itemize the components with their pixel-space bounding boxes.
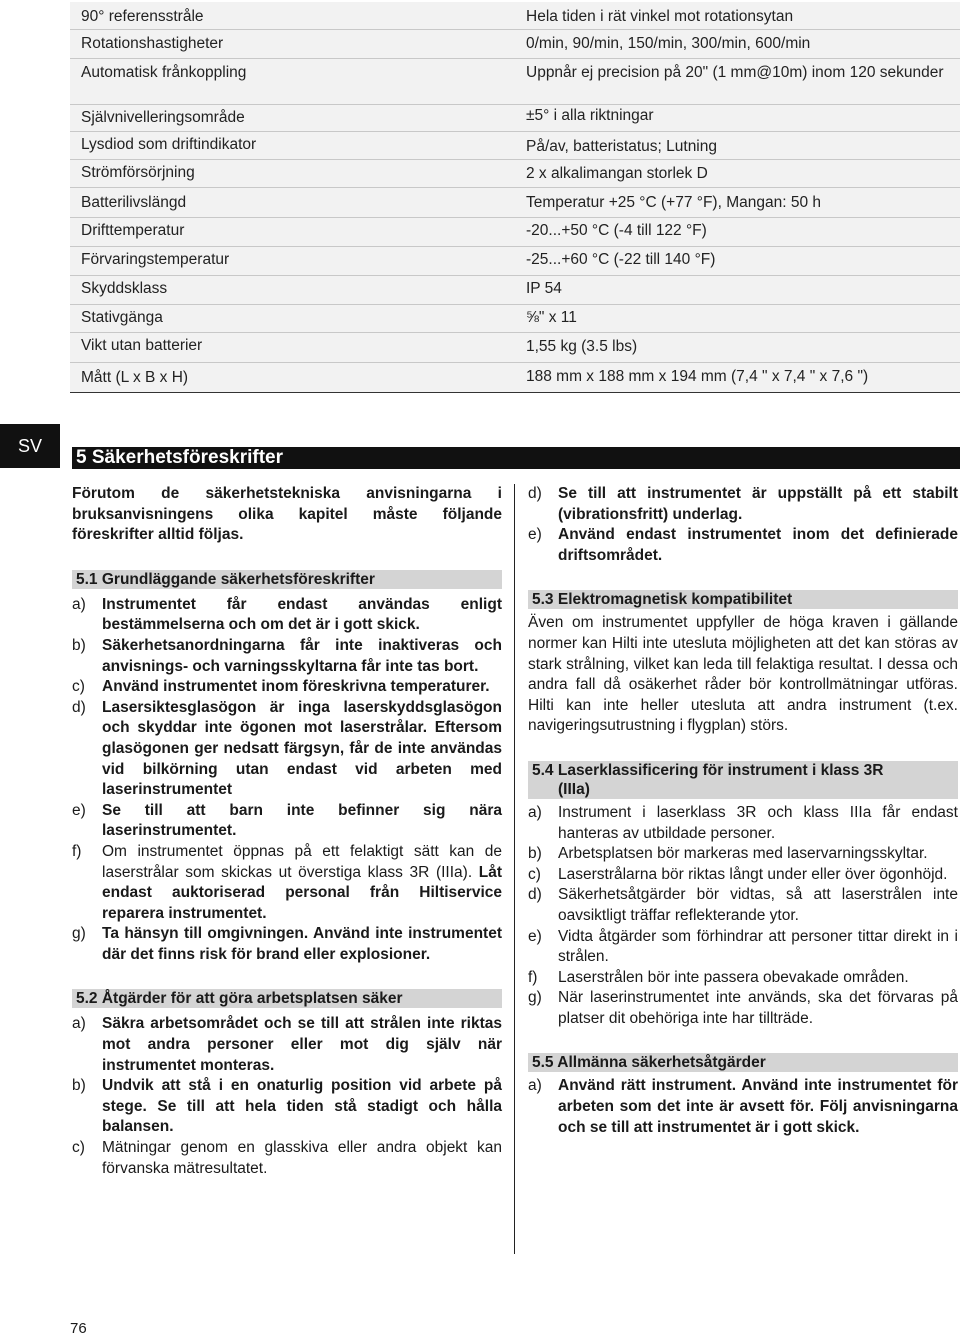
list-text: Undvik att stå i en onaturlig position vid arbete på stege. Se till att hela tiden stå stadigt och hålla balansen. [102, 1077, 502, 1136]
list-text: Lasersiktesglasögon är inga laserskyddsglasögon och skyddar inte ögonen mot laserstrålar. Eftersom glasögonen ger nedsatt färgsyn, får de inte användas vid bilkörning utan endast vid arbeten med laserinstrumentet [102, 698, 502, 799]
list-item [72, 1076, 502, 1138]
list-item [528, 927, 958, 968]
spec-value: 1,55 kg (3.5 lbs) [526, 338, 638, 355]
spec-row [70, 247, 960, 276]
spec-label: Automatisk frånkoppling [81, 64, 247, 81]
list-item [72, 595, 502, 636]
list-item [528, 484, 958, 525]
list-letter: a) [528, 1077, 542, 1095]
spec-label: Rotationshastigheter [81, 35, 224, 52]
list-item [72, 677, 502, 698]
list-item [72, 636, 502, 677]
spec-label: Förvaringstemperatur [81, 251, 230, 268]
list-text: Se till att barn inte befinner sig nära laserinstrumentet. [102, 801, 502, 840]
spec-label: Stativgänga [81, 309, 163, 326]
spec-row [70, 363, 960, 393]
list-text-bold: Låt endast auktoriserad personal från Hiltiservice reparera instrumentet. [102, 863, 502, 922]
list-item [72, 801, 502, 842]
spec-label: Mått (L x B x H) [81, 369, 189, 386]
spec-value: På/av, batteristatus; Lutning [526, 138, 717, 155]
spec-value: ±5° i alla riktningar [526, 107, 654, 124]
list-text: Se till att instrumentet är uppställt på ett stabilt (vibrationsfritt) underlag. [558, 485, 958, 523]
list-text: Säkra arbetsområdet och se till att strålen inte riktas mot andra personer eller mot dig själv när instrumentet monteras. [102, 1015, 502, 1074]
list-text: Säkerhetsåtgärder bör vidtas, så att laserstrålen inte oavsiktligt träffar reflekterande ytor. [558, 886, 958, 924]
subheading-5-4 [528, 761, 958, 799]
list-item [528, 865, 958, 886]
list-item [528, 1076, 958, 1138]
list-text: Mätningar genom en glasskiva eller andra objekt kan förvanska mätresultatet. [102, 1139, 502, 1177]
spec-row [70, 276, 960, 305]
right-column [528, 484, 958, 1138]
spec-row [70, 59, 960, 105]
list-item [528, 885, 958, 926]
list-letter: a) [72, 595, 86, 613]
list-item [72, 1138, 502, 1179]
list-letter: e) [72, 801, 86, 819]
list-item [528, 988, 958, 1029]
list-letter: a) [72, 1015, 86, 1033]
list-letter: c) [72, 678, 85, 696]
list-item [72, 698, 502, 801]
spec-value: 2 x alkalimangan storlek D [526, 165, 708, 182]
list-letter: f) [528, 968, 538, 986]
page-number: 76 [70, 1320, 87, 1337]
spec-label: Strömförsörjning [81, 164, 195, 181]
list-text: Använd rätt instrument. Använd inte instrumentet för arbeten som det inte är avsett för. Följ anvisningarna och se till att instrumentet är i gott skick. [558, 1077, 958, 1136]
section-header-bar [72, 447, 960, 469]
list-text: Instrument i laserklass 3R och klass IIIa får endast hanteras av utbildade personer. [558, 803, 958, 842]
spec-row [70, 2, 960, 30]
list-letter: b) [72, 1077, 86, 1095]
list-item [528, 844, 958, 865]
spec-value: IP 54 [526, 280, 562, 297]
spec-value: Uppnår ej precision på 20" (1 mm@10m) inom 120 sekunder [526, 64, 944, 81]
list-letter: b) [528, 845, 542, 863]
list-text: Använd endast instrumentet inom det definierade driftsområdet. [558, 526, 958, 564]
list-text: Vidta åtgärder som förhindrar att personer tittar direkt in i strålen. [558, 927, 958, 966]
list-letter: f) [72, 842, 82, 860]
list-text: När laserinstrumentet inte används, ska det förvaras på platser dit obehöriga inte har tillträde. [558, 989, 958, 1027]
list-text: Arbetsplatsen bör markeras med laservarningsskyltar. [558, 845, 928, 863]
spec-value: -20...+50 °C (-4 till 122 °F) [526, 222, 707, 239]
spec-row [70, 30, 960, 59]
list-letter: d) [528, 485, 542, 502]
spec-row [70, 218, 960, 247]
list-item [528, 968, 958, 989]
list-item [528, 803, 958, 844]
list-text [102, 842, 502, 924]
list-text: Använd instrumentet inom föreskrivna temperaturer. [102, 678, 490, 696]
list-letter: e) [528, 927, 542, 945]
spec-value: ⅝" x 11 [526, 309, 577, 326]
list-text: Instrumentet får endast användas enligt bestämmelserna och om det är i gott skick. [102, 595, 502, 634]
spec-row [70, 160, 960, 188]
spec-label: Batterilivslängd [81, 194, 187, 211]
spec-row [70, 333, 960, 363]
list-letter: c) [72, 1139, 85, 1157]
spec-row [70, 132, 960, 160]
spec-row [70, 188, 960, 218]
subheading-5-4-line2: (IIIa) [558, 780, 590, 798]
section-title: 5 Säkerhetsföreskrifter [76, 447, 283, 468]
list-text: Laserstrålarna bör riktas långt under eller över ögonhöjd. [558, 865, 948, 883]
list-letter: b) [72, 636, 86, 654]
list-text: Säkerhetsanordningarna får inte inaktiveras och anvisnings- och varningsskyltarna får inte tas bort. [102, 636, 502, 675]
list-item [72, 1014, 502, 1076]
spec-value: 188 mm x 188 mm x 194 mm (7,4 " x 7,4 " x 7,6 ") [526, 368, 869, 385]
subheading-5-4-line1: 5.4 Laserklassificering för instrument i klass 3R [532, 761, 884, 779]
spec-row [70, 305, 960, 333]
list-item [72, 924, 502, 965]
list-item [528, 525, 958, 566]
list-text: Laserstrålen bör inte passera obevakade områden. [558, 968, 909, 986]
spec-label: Drifttemperatur [81, 222, 185, 239]
left-column [72, 484, 502, 1179]
list-letter: e) [528, 526, 542, 544]
list-letter: c) [528, 865, 541, 883]
list-letter: a) [528, 803, 542, 821]
spec-label: Lysdiod som driftindikator [81, 136, 257, 153]
list-letter: g) [528, 989, 542, 1007]
spec-label: 90° referensstråle [81, 8, 204, 25]
list-letter: g) [72, 925, 86, 943]
intro-paragraph: Förutom de säkerhetstekniska anvisningarna i bruksanvisningens olika kapitel måste följande föreskrifter alltid följas. [72, 485, 502, 544]
subheading-5-5: 5.5 Allmänna säkerhetsåtgärder [528, 1053, 958, 1072]
list-text-normal: Om instrumentet öppnas på ett felaktigt sätt kan de laserstrålar som skickas ut överstiga klass 3R (IIIa). [102, 842, 502, 881]
list-letter: d) [528, 886, 542, 904]
subheading-5-2: 5.2 Åtgärder för att göra arbetsplatsen säker [72, 989, 502, 1008]
spec-value: Temperatur +25 °C (+77 °F), Mangan: 50 h [526, 194, 821, 211]
subheading-5-1: 5.1 Grundläggande säkerhetsföreskrifter [72, 570, 502, 589]
spec-value: 0/min, 90/min, 150/min, 300/min, 600/min [526, 35, 811, 52]
language-tab: SV [0, 424, 60, 468]
list-letter: d) [72, 698, 86, 716]
subheading-5-3: 5.3 Elektromagnetisk kompatibilitet [528, 590, 958, 609]
spec-value: -25...+60 °C (-22 till 140 °F) [526, 251, 716, 268]
spec-row [70, 105, 960, 132]
column-divider [514, 484, 515, 1254]
emc-paragraph: Även om instrumentet uppfyller de höga kraven i gällande normer kan Hilti inte utesluta möjligheten att det kan störas av stark strålning, vilket kan leda till felaktiga resultat. I dessa och andra fall då osäkerhet råder bör kontrollmätningar utföras. Hilti kan inte heller utesluta att andra instrument (t.ex. navigeringsutrustning i flygplan) störs. [528, 614, 958, 735]
spec-label: Självnivelleringsområde [81, 109, 245, 126]
spec-value: Hela tiden i rät vinkel mot rotationsytan [526, 8, 794, 25]
list-text: Ta hänsyn till omgivningen. Använd inte instrumentet där det finns risk för brand eller explosioner. [102, 925, 502, 963]
list-item [72, 842, 502, 924]
spec-label: Skyddsklass [81, 280, 168, 297]
spec-label: Vikt utan batterier [81, 337, 203, 354]
